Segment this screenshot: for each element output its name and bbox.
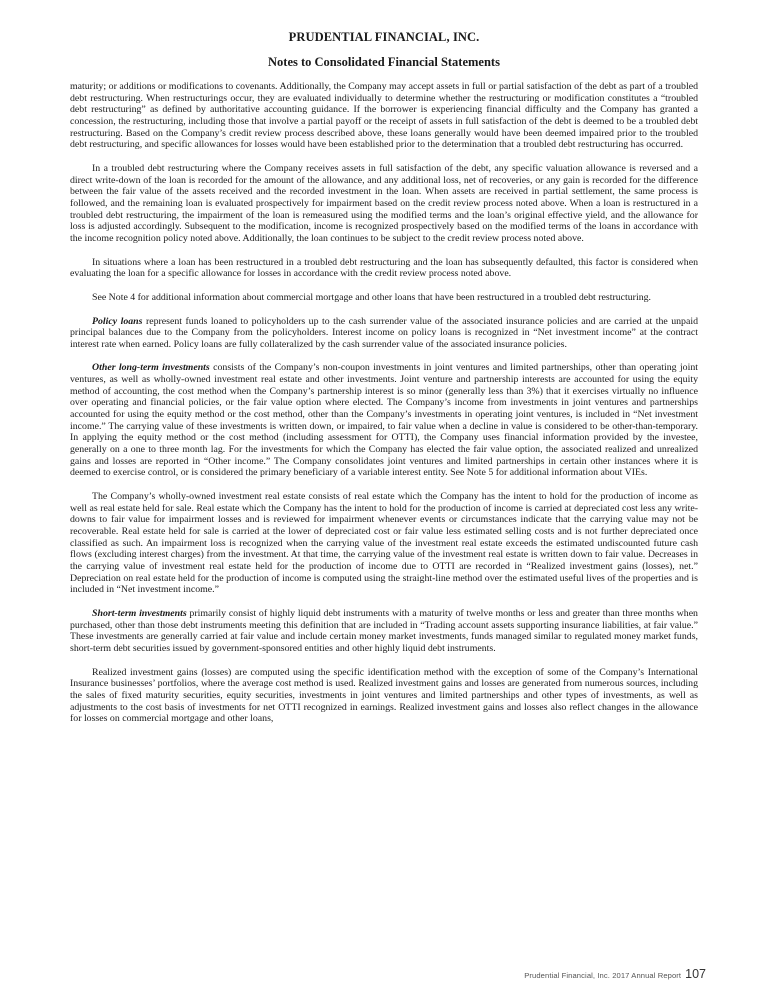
paragraph (70, 292, 698, 304)
paragraph-lead-term: Other long-term investments (92, 362, 210, 374)
paragraph-text: The Company’s wholly-owned investment real estate consists of real estate which the Company has the intent to hold for the production of income as well as real estate held for sale. Real estate which the Company has the intent to hold for the production of income is carried at depreciated cost less any write-downs to fair value for impairment losses and is reviewed for impairment whenever events or circumstances indicate that the carrying value may not be recoverable. Real estate held for sale is carried at the lower of depreciated cost or fair value less estimated selling costs and is not further depreciated once classified as such. An impairment loss is recognized when the carrying value of the investment real estate exceeds the estimated undiscounted future cash flows (excluding interest charges) from the investment. At that time, the carrying value of the investment real estate is written down to fair value. Decreases in the carrying value of investment real estate held for the production of income due to OTTI are recorded in “Realized investment gains (losses), net.” Depreciation on real estate held for the production of income is computed using the straight-line method over the estimated useful lives of the properties and is included in “Net investment income.” (70, 491, 698, 596)
paragraph-lead-term: Policy loans (92, 315, 143, 327)
paragraph-text: In a troubled debt restructuring where the Company receives assets in full satisfaction of the debt, any specific valuation allowance is reversed and a direct write-down of the loan is recorded for the amount of the allowance, and any additional loss, net of recoveries, or any gain is recorded for the difference between the fair value of the assets received and the recorded investment in the loan. When assets are received in partial settlement, the same process is followed, and the remaining loan is evaluated prospectively for impairment based on the credit review process noted above. When a loan is restructured in a troubled debt restructuring, the impairment of the loan is remeasured using the modified terms and the loan’s original effective yield, and the allowance for loss is adjusted accordingly. Subsequent to the modification, income is recognized prospectively based on the modified terms of the loans in accordance with the income recognition policy noted above. Additionally, the loan continues to be subject to the credit review process noted above. (70, 162, 698, 244)
page-number: 107 (685, 967, 706, 981)
paragraph (70, 491, 698, 596)
paragraph (70, 362, 698, 479)
paragraph-text: consists of the Company’s non-coupon investments in joint ventures and limited partnerships, other than operating joint ventures, as well as wholly-owned investment real estate and other investments. Joint venture and partnership interests are accounted for using the equity method of accounting, the cost method when the Company’s partnership interest is so minor (generally less than 3%) that it exercises virtually no influence over operating and financial policies, or the fair value option where elected. The Company’s income from investments in joint ventures and partnerships accounted for using the equity method or the cost method, other than the Company’s investments in operating joint ventures, is included in “Net investment income.” The carrying value of these investments is written down, or impaired, to fair value when a decline in value is considered to be other-than-temporary. In applying the equity method or the cost method (including assessment for OTTI), the Company uses financial information provided by the investee, generally on a one to three month lag. For the investments for which the Company has elected the fair value option, the associated realized and unrealized gains and losses are reported in “Other income.” The Company consolidates joint ventures and limited partnerships in certain other instances where it is deemed to exercise control, or is considered the primary beneficiary of a variable interest entity. See Note 5 for additional information about VIEs. (70, 362, 698, 479)
paragraph-lead-term: Short-term investments (92, 607, 187, 619)
paragraph (70, 81, 698, 151)
paragraph (70, 316, 698, 351)
paragraph-text: represent funds loaned to policyholders up to the cash surrender value of the associated insurance policies and are carried at the unpaid principal balances due to the Company from the policyholders. Interest income on policy loans is recognized in “Net investment income” at the contract interest rate when earned. Policy loans are fully collateralized by the cash surrender value of the associated insurance policies. (70, 315, 698, 350)
paragraph-text: See Note 4 for additional information about commercial mortgage and other loans that have been restructured in a troubled debt restructuring. (92, 291, 651, 303)
page-title: Notes to Consolidated Financial Statements (268, 55, 500, 69)
page-footer (524, 965, 706, 983)
paragraph-text: Realized investment gains (losses) are computed using the specific identification method with the exception of some of the Company’s International Insurance businesses’ portfolios, where the average cost method is used. Realized investment gains and losses are generated from numerous sources, including the sales of fixed maturity securities, equity securities, investments in joint ventures and limited partnerships and other types of investments, as well as adjustments to the cost basis of investments for net OTTI recognized in earnings. Realized investment gains and losses also reflect changes in the allowance for losses on commercial mortgage and other loans, (70, 666, 698, 725)
paragraph-text: maturity; or additions or modifications to covenants. Additionally, the Company may accept assets in full or partial satisfaction of the debt as part of a troubled debt restructuring. When restructurings occur, they are evaluated individually to determine whether the restructuring or modification constitutes a “troubled debt restructuring” as defined by authoritative accounting guidance. If the borrower is experiencing financial difficulty and the Company has granted a concession, the restructuring, including those that involve a partial payoff or the receipt of assets in full satisfaction of the debt is deemed to be a troubled debt restructuring. Based on the Company’s credit review process described above, these loans generally would have been deemed impaired prior to the troubled debt restructuring, and specific allowances for losses would have been established prior to the determination that a troubled debt restructuring has occurred. (70, 81, 698, 151)
paragraph (70, 257, 698, 280)
paragraph (70, 163, 698, 245)
company-name: PRUDENTIAL FINANCIAL, INC. (288, 30, 480, 44)
paragraph (70, 667, 698, 725)
footer-report-name: Prudential Financial, Inc. 2017 Annual Report (524, 971, 682, 980)
paragraph-text: In situations where a loan has been restructured in a troubled debt restructuring and the loan has subsequently defaulted, this factor is considered when evaluating the loan for a specific allowance for losses in accordance with the credit review process noted above. (70, 256, 698, 280)
paragraph (70, 608, 698, 655)
body-text (70, 81, 698, 725)
paragraph-text: primarily consist of highly liquid debt instruments with a maturity of twelve months or less and greater than three months when purchased, other than those debt instruments meeting this definition that are included in “Trading account assets supporting insurance liabilities, at fair value.” These investments are generally carried at fair value and include certain money market investments, funds managed similar to regulated money market funds, short-term debt securities issued by government-sponsored entities and other highly liquid debt instruments. (70, 607, 698, 654)
